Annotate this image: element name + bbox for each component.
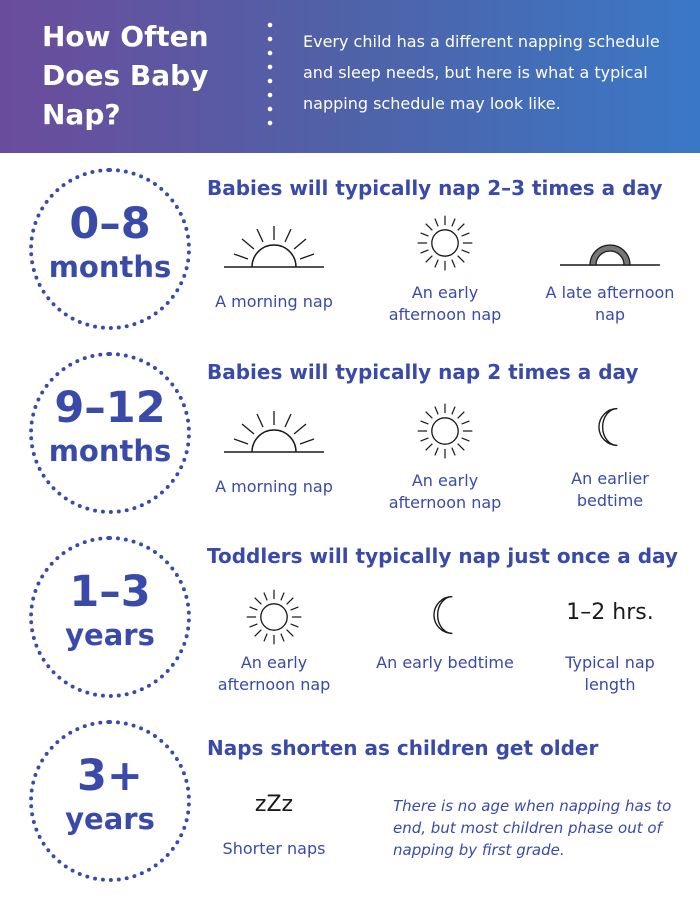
item-label: An early afternoon nap xyxy=(388,471,502,512)
moon-icon xyxy=(422,592,468,638)
header-banner xyxy=(0,0,700,153)
item-early-afternoon-nap xyxy=(375,398,515,518)
sleep-zzz-text: zZz xyxy=(254,792,294,817)
section-9-12-months xyxy=(0,352,700,532)
age-badge xyxy=(29,352,191,514)
intro-text: Every child has a different napping schedule and sleep needs, but here is what a typical napping schedule may look like. xyxy=(303,32,660,113)
age-badge xyxy=(29,536,191,698)
item-shorter-naps xyxy=(204,792,344,892)
item-early-afternoon-nap xyxy=(204,584,344,704)
item-morning-nap xyxy=(204,408,344,518)
sunset-icon xyxy=(555,235,665,271)
age-badge xyxy=(29,720,191,882)
closing-note: There is no age when napping has to end, but most children phase out of napping by first grade. xyxy=(393,797,672,859)
age-badge xyxy=(29,168,191,330)
item-label: Shorter naps xyxy=(222,839,326,858)
item-morning-nap xyxy=(204,223,344,333)
moon-icon xyxy=(587,404,633,450)
dotted-divider xyxy=(266,18,274,130)
section-1-3-years xyxy=(0,536,700,716)
item-late-afternoon-nap xyxy=(540,235,680,345)
item-label: An early bedtime xyxy=(376,653,514,672)
age-number: 3+ xyxy=(77,751,143,801)
item-early-bedtime xyxy=(375,592,515,702)
item-label: An early afternoon nap xyxy=(388,283,502,324)
item-label: A late afternoon nap xyxy=(545,283,675,324)
item-label: A morning nap xyxy=(215,477,333,496)
item-label: An early afternoon nap xyxy=(217,653,331,694)
sunrise-icon xyxy=(219,408,329,458)
section-0-8-months xyxy=(0,168,700,348)
section-heading: Toddlers will typically nap just once a day xyxy=(207,544,678,568)
item-earlier-bedtime xyxy=(540,404,680,514)
item-label: An earlier bedtime xyxy=(571,469,649,510)
sun-icon xyxy=(241,584,307,650)
age-unit: months xyxy=(48,250,172,284)
item-nap-length xyxy=(540,600,680,710)
age-number: 1–3 xyxy=(69,567,151,617)
section-heading: Naps shorten as children get older xyxy=(207,736,599,760)
sun-icon xyxy=(412,398,478,464)
age-unit: years xyxy=(65,618,155,652)
page-title: How Often Does Baby Nap? xyxy=(42,20,209,131)
age-number: 9–12 xyxy=(54,383,166,433)
age-unit: years xyxy=(65,802,155,836)
item-early-afternoon-nap xyxy=(375,210,515,330)
age-number: 0–8 xyxy=(69,199,151,249)
section-heading: Babies will typically nap 2–3 times a day xyxy=(207,176,663,200)
item-label: Typical nap length xyxy=(565,653,655,694)
item-label: A morning nap xyxy=(215,292,333,311)
duration-text: 1–2 hrs. xyxy=(566,600,654,625)
sunrise-icon xyxy=(219,223,329,273)
sun-icon xyxy=(412,210,478,276)
age-unit: months xyxy=(48,434,172,468)
section-heading: Babies will typically nap 2 times a day xyxy=(207,360,639,384)
